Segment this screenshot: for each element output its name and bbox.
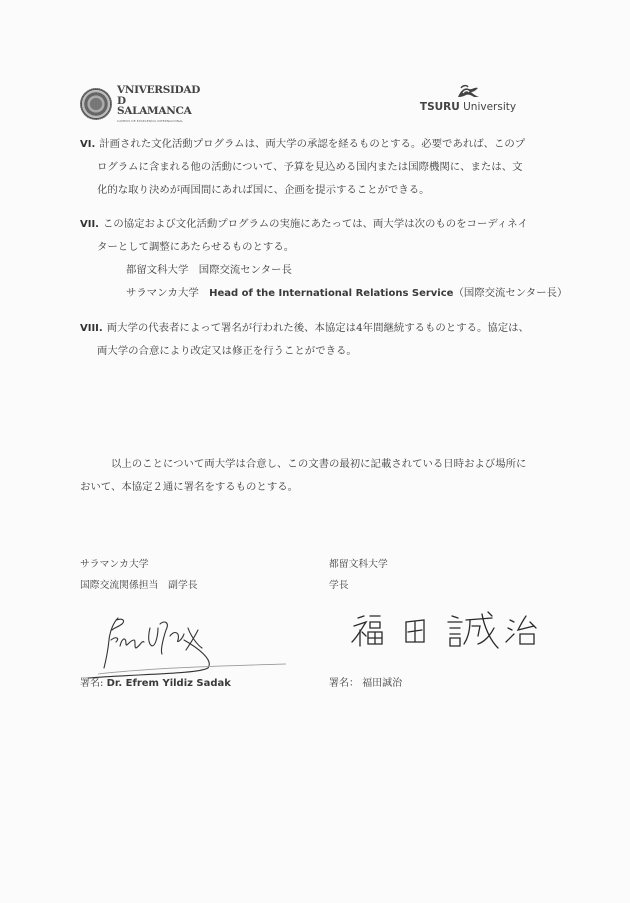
article-vi (80, 133, 525, 202)
signatory-left-signature-line (80, 674, 231, 689)
closing-line-1: 以上のことについて両大学は合意し、この文書の最初に記載されている日時および場所に (111, 458, 527, 470)
article-vii-line-1 (80, 213, 567, 236)
handwritten-signature-right (350, 608, 550, 653)
crane-icon (455, 84, 481, 100)
coordinator-tsuru-title: 国際交流センター長 (198, 264, 292, 276)
salamanca-wordmark (117, 85, 200, 123)
article-viii-text-1: 両大学の代表者によって署名が行われた後、本協定は4年間継続するものとする。協定は、 (106, 322, 529, 334)
signatory-right-sign-label: 署名： (329, 678, 359, 689)
article-vi-line-3: 化的な取り決めが両国間にあれば国に、企画を提示することができる。 (97, 184, 430, 196)
salamanca-logo (80, 84, 201, 123)
article-vii-line-2: ターとして調整にあたらせるものとする。 (97, 241, 295, 253)
signatory-left-position: 国際交流関係担当 副学長 (80, 580, 198, 591)
coordinator-tsuru-university: 都留文科大学 (126, 264, 189, 276)
signatory-right-name: 福田誠治 (362, 678, 403, 689)
coordinator-salamanca-title-en: Head of the International Relations Service (209, 288, 454, 299)
article-viii-line-1 (80, 317, 529, 340)
article-vi-number: VI. (80, 139, 96, 150)
article-viii (80, 317, 529, 363)
signatory-right-signature-line (329, 674, 402, 689)
salamanca-logo-line2: D SALAMANCA (117, 94, 192, 118)
coordinator-tsuru (80, 259, 567, 282)
article-vi-line-1 (80, 133, 525, 156)
signatory-left-university: サラマンカ大学 (80, 559, 149, 570)
signatory-right-university: 都留文科大学 (329, 559, 388, 570)
salamanca-logo-line1: VNIVERSIDAD (117, 84, 201, 97)
signatory-left-name: Dr. Efrem Yildiz Sadak (106, 678, 231, 689)
article-viii-line-2: 両大学の合意により改定又は修正を行うことができる。 (97, 345, 357, 357)
coordinator-salamanca (80, 282, 567, 305)
signatory-left-sign-label: 署名: (80, 678, 107, 689)
handwritten-signature-left (78, 610, 288, 682)
tsuru-logo (418, 84, 518, 118)
coordinator-salamanca-university: サラマンカ大学 (126, 287, 199, 299)
tsuru-wordmark-bold: TSURU (419, 101, 460, 113)
article-vii-number: VII. (80, 219, 99, 230)
article-viii-number: VIII. (80, 323, 103, 334)
tsuru-wordmark (418, 101, 518, 113)
signatory-right-position: 学長 (329, 580, 349, 591)
salamanca-logo-tagline: CAMPUS DE EXCELENCIA INTERNACIONAL (117, 118, 184, 123)
article-vii-text-1: この協定および文化活動プログラムの実施にあたっては、両大学は次のものをコーディネイ (102, 218, 528, 230)
coordinator-salamanca-title-suffix: （国際交流センター長） (453, 287, 568, 299)
closing-line-2: おいて、本協定２通に署名をするものとする。 (80, 481, 298, 493)
university-crest-icon (80, 88, 112, 120)
article-vi-text-1: 計画された文化活動プログラムは、両大学の承認を経るものとする。必要であれば、このプ (99, 138, 526, 150)
article-vii (80, 213, 567, 305)
article-vi-line-2: ログラムに含まれる他の活動について、予算を見込める国内または国際機関に、または、文 (97, 161, 523, 173)
tsuru-wordmark-rest: University (459, 101, 517, 113)
closing-statement (80, 453, 526, 499)
